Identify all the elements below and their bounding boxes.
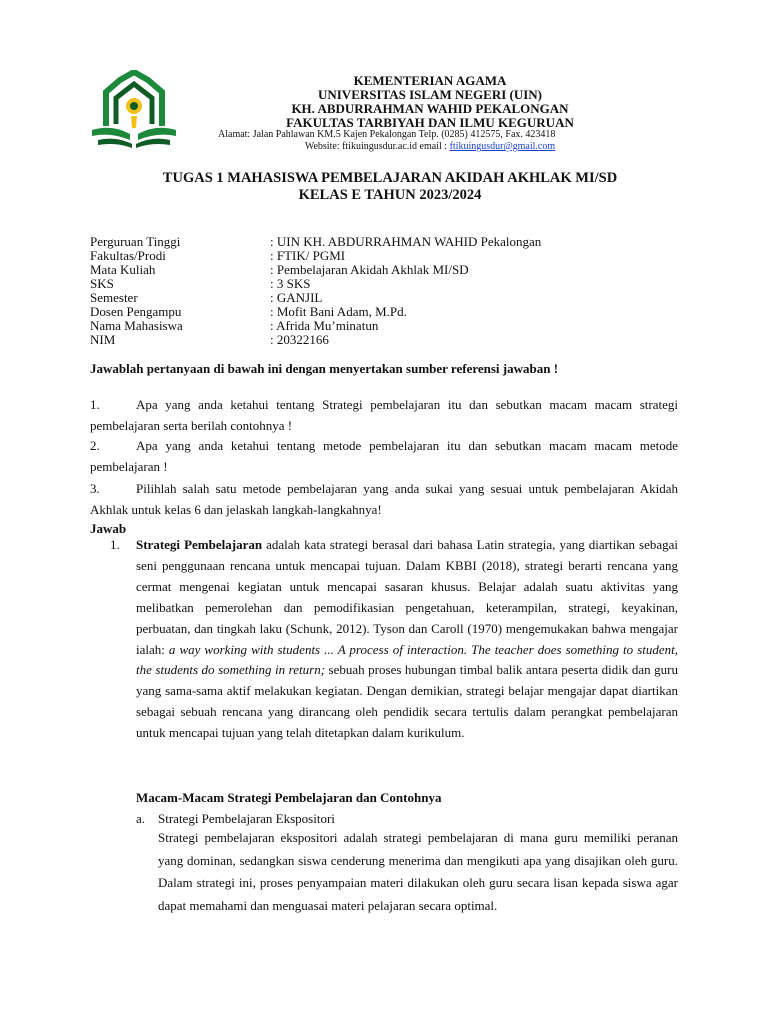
info-value: : GANJIL xyxy=(270,290,323,305)
info-value: : Pembelajaran Akidah Akhlak MI/SD xyxy=(270,262,469,277)
info-row xyxy=(90,291,541,305)
info-key: Mata Kuliah xyxy=(90,262,156,277)
info-value: : FTIK/ PGMI xyxy=(270,248,346,263)
question-number: 1. xyxy=(90,397,100,412)
question-number: 2. xyxy=(90,438,100,453)
question-text: Apa yang anda ketahui tentang metode pembelajaran itu dan sebutkan macam macam metode pembelajaran ! xyxy=(90,438,678,474)
strategy-types-heading: Macam-Macam Strategi Pembelajaran dan Contohnya xyxy=(136,790,442,805)
question-1 xyxy=(90,394,678,436)
answer-1 xyxy=(110,535,678,744)
info-value: : UIN KH. ABDURRAHMAN WAHID Pekalongan xyxy=(270,234,542,249)
header-website xyxy=(190,141,670,153)
info-key: Dosen Pengampu xyxy=(90,304,182,319)
question-text: Apa yang anda ketahui tentang Strategi pembelajaran itu dan sebutkan macam macam strategi pembelajaran serta berilah contohnya ! xyxy=(90,397,678,433)
answer-term: Strategi Pembelajaran xyxy=(136,537,263,552)
header-faculty: FAKULTAS TARBIYAH DAN ILMU KEGURUAN xyxy=(286,115,574,130)
item-label: a. xyxy=(136,811,146,826)
info-value: : Afrida Mu’minatun xyxy=(270,318,379,333)
info-key: NIM xyxy=(90,332,116,347)
website-text: Website: ftikuingusdur.ac.id email : xyxy=(304,141,450,152)
item-title: Strategi Pembelajaran Ekspositori xyxy=(158,811,335,826)
info-row xyxy=(90,277,541,291)
answer-text-a: adalah kata strategi berasal dari bahasa Latin strategia, yang diartikan sebagai seni penggunaan rencana untuk mencapai tujuan. Dalam KBBI (2018), strategi berarti rencana yang cermat mengenai kegiatan untuk mencapai sasaran khusus. Belajar adalah suatu aktivitas yang melibatkan pemerolehan dan pemodifikasian pengetahuan, keterampilan, strategi, keyakinan, perbuatan, dan tingkah laku (Schunk, 2012). Tyson dan Caroll (1970) mengemukakan bahwa mengajar ialah: xyxy=(136,537,678,657)
info-key: Semester xyxy=(90,290,138,305)
info-value: : Mofit Bani Adam, M.Pd. xyxy=(270,304,407,319)
header-address: Alamat: Jalan Pahlawan KM.5 Kajen Pekalongan Telp. (0285) 412575, Fax. 423418 xyxy=(218,129,556,140)
info-value: : 20322166 xyxy=(270,332,329,347)
question-2 xyxy=(90,435,678,477)
answer-heading: Jawab xyxy=(90,521,127,536)
email-link[interactable]: ftikuingusdur@gmail.com xyxy=(449,141,556,152)
info-row xyxy=(90,263,541,277)
info-key: Perguruan Tinggi xyxy=(90,234,181,249)
info-key: Nama Mahasiswa xyxy=(90,318,183,333)
info-value: : 3 SKS xyxy=(270,276,311,291)
header-campus: KH. ABDURRAHMAN WAHID PEKALONGAN xyxy=(291,101,569,116)
answer-text-b: sebuah proses hubungan timbal balik antara peserta didik dan guru yang sama-sama aktif melakukan kegiatan. Dengan demikian, strategi belajar mengajar dapat diartikan sebagai sebuah rencana yang dirancang oleh pendidik secara tertulis dalam perangkat pembelajaran untuk mencapai tujuan yang telah ditetapkan dalam kurikulum. xyxy=(136,662,678,741)
answer-number: 1. xyxy=(110,537,120,552)
strategy-item-a-text: Strategi pembelajaran ekspositori adalah strategi pembelajaran di mana guru memiliki peranan yang dominan, sedangkan siswa cenderung menerima dan mengikuti apa yang disajikan oleh guru. Dalam strategi ini, proses penyampaian materi dilakukan oleh guru secara lisan kepada siswa agar dapat memahami dan menguasai materi pelajaran secara optimal. xyxy=(158,830,678,913)
header-ministry: KEMENTERIAN AGAMA xyxy=(353,73,507,88)
header-university: UNIVERSITAS ISLAM NEGERI (UIN) xyxy=(317,87,543,102)
info-key: SKS xyxy=(90,276,114,291)
university-logo xyxy=(88,70,180,150)
info-row xyxy=(90,305,541,319)
instruction: Jawablah pertanyaan di bawah ini dengan menyertakan sumber referensi jawaban ! xyxy=(90,361,559,376)
info-table xyxy=(90,235,541,347)
info-key: Fakultas/Prodi xyxy=(90,248,166,263)
question-text: Pilihlah salah satu metode pembelajaran yang anda sukai yang sesuai untuk pembelajaran Akidah Akhlak untuk kelas 6 dan jelaskah langkah-langkahnya! xyxy=(90,481,678,517)
info-row xyxy=(90,235,541,249)
page-title: TUGAS 1 MAHASISWA PEMBELAJARAN AKIDAH AKHLAK MI/SD xyxy=(162,170,618,186)
info-row xyxy=(90,319,541,333)
question-3 xyxy=(90,478,678,520)
info-row xyxy=(90,249,541,263)
question-number: 3. xyxy=(90,481,100,496)
page-subtitle: KELAS E TAHUN 2023/2024 xyxy=(298,187,482,203)
info-row xyxy=(90,333,541,347)
strategy-item-a-title xyxy=(136,808,678,829)
answer-quote: a way working with students ... A process of interaction. The teacher does something to student, the students do something in return; xyxy=(136,641,678,678)
